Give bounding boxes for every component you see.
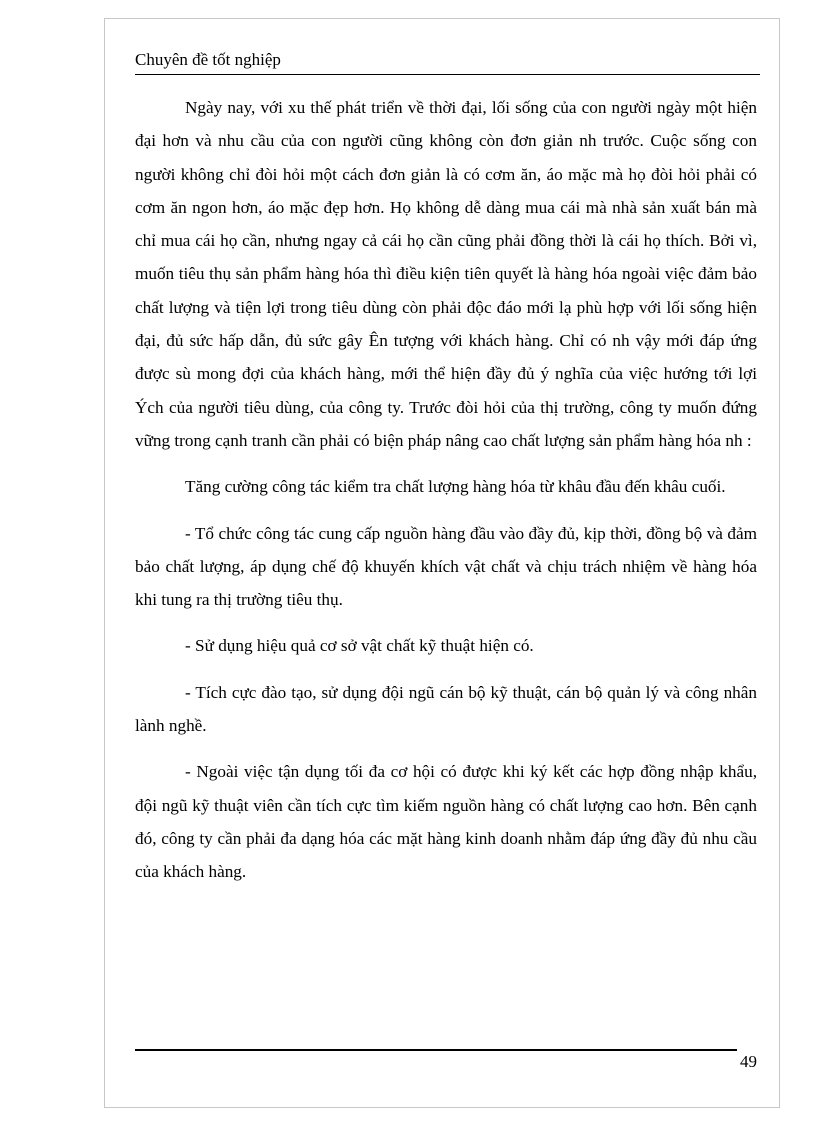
footer-divider: [135, 1049, 737, 1051]
page-header: [135, 48, 760, 75]
page-number: 49: [740, 1052, 757, 1071]
paragraph-intro: Ngày nay, với xu thế phát triển về thời đại, lối sống của con người ngày một hiện đại hơn và nhu cầu của con người cũng không còn đơn giản nh trước. Cuộc sống con người không chỉ đòi hỏi một cách đơn giản là có cơm ăn, áo mặc mà họ đòi hỏi phải có cơm ăn ngon hơn, áo mặc đẹp hơn. Họ không dễ dàng mua cái mà nhà sản xuất bán mà chỉ mua cái họ cần, nhưng ngay cả cái họ cần cũng phải đồng thời là cái họ thích. Bởi vì, muốn tiêu thụ sản phẩm hàng hóa thì điều kiện tiên quyết là hàng hóa ngoài việc đảm bảo chất lượng và tiện lợi trong tiêu dùng còn phải độc đáo mới lạ phù hợp với lối sống hiện đại, đủ sức hấp dẫn, đủ sức gây Ên tượng với khách hàng. Chỉ có nh vậy mới đáp ứng được sù mong đợi của khách hàng, mới thể hiện đầy đủ ý nghĩa của việc hướng tới lợi Ých của người tiêu dùng, của công ty. Trước đòi hỏi của thị trường, công ty muốn đứng vững trong cạnh tranh cần phải có biện pháp nâng cao chất lượng sản phẩm hàng hóa nh :: [135, 98, 757, 450]
bullet-facilities: - Sử dụng hiệu quả cơ sở vật chất kỹ thuật hiện có.: [185, 636, 534, 656]
paragraph-quality-control: Tăng cường công tác kiểm tra chất lượng hàng hóa từ khâu đầu đến khâu cuối.: [185, 477, 726, 497]
bullet-import-diversify: - Ngoài việc tận dụng tối đa cơ hội có được khi ký kết các hợp đồng nhập khẩu, đội ngũ kỹ thuật viên cần tích cực tìm kiếm nguồn hàng có chất lượng cao hơn. Bên cạnh đó, công ty cần phải đa dạng hóa các mặt hàng kinh doanh nhằm đáp ứng đầy đủ nhu cầu của khách hàng.: [135, 762, 757, 882]
bullet-supply-organization: - Tổ chức công tác cung cấp nguồn hàng đầu vào đầy đủ, kịp thời, đồng bộ và đảm bảo chất lượng, áp dụng chế độ khuyến khích vật chất và chịu trách nhiệm về hàng hóa khi tung ra thị trường tiêu thụ.: [135, 523, 757, 610]
header-title: Chuyên đề tốt nghiệp: [135, 50, 281, 69]
bullet-training: - Tích cực đào tạo, sử dụng đội ngũ cán bộ kỹ thuật, cán bộ quản lý và công nhân lành nghề.: [135, 682, 757, 736]
body-text: [135, 91, 757, 889]
